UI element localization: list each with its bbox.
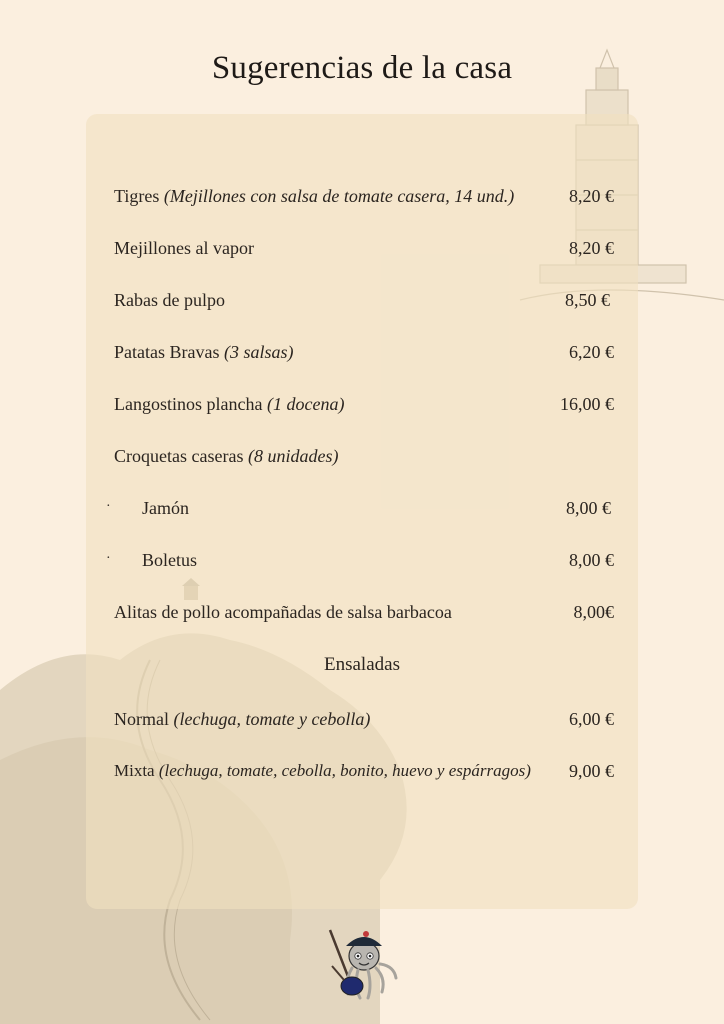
item-note: (8 unidades) xyxy=(247,446,339,466)
item-price: 8,00 € xyxy=(569,550,614,570)
bullet-icon: · xyxy=(106,499,111,514)
item-note: (Mejillones con salsa de tomate casera, 14 und.) xyxy=(163,186,515,206)
item-name: Alitas de pollo acompañadas de salsa barbacoa xyxy=(114,602,452,622)
item-name: Mixta xyxy=(114,761,155,780)
page-title: Sugerencias de la casa xyxy=(211,50,513,86)
item-price: 6,20 € xyxy=(569,342,614,362)
item-price: 16,00 € xyxy=(560,394,614,414)
item-price: 6,00 € xyxy=(569,709,614,729)
item-note: (3 salsas) xyxy=(223,342,294,362)
item-name: Croquetas caseras xyxy=(114,446,244,466)
menu-item-croquetas xyxy=(114,443,614,469)
item-price: 8,00€ xyxy=(573,602,614,622)
item-note: (1 docena) xyxy=(266,394,345,414)
menu-item-rabas xyxy=(114,287,614,313)
menu-item-ensalada-mixta xyxy=(114,758,614,784)
item-name: Rabas de pulpo xyxy=(114,290,225,310)
item-price: 8,20 € xyxy=(569,238,614,258)
item-name: Tigres xyxy=(114,186,160,206)
section-title-ensaladas: Ensaladas xyxy=(324,654,400,675)
item-name: Langostinos plancha xyxy=(114,394,263,414)
item-price: 8,50 € xyxy=(565,290,610,310)
menu-item-alitas xyxy=(114,599,614,625)
item-name: Boletus xyxy=(142,550,198,570)
octopus-mascot-logo xyxy=(322,926,402,1006)
item-name: Patatas Bravas xyxy=(114,342,220,362)
menu-item-langostinos xyxy=(114,391,614,417)
item-price: 8,00 € xyxy=(566,498,611,518)
menu-item-ensalada-normal xyxy=(114,706,614,732)
bullet-icon: · xyxy=(106,551,111,566)
item-price: 8,20 € xyxy=(569,186,614,206)
item-name: Mejillones al vapor xyxy=(114,238,254,258)
item-name: Jamón xyxy=(142,498,189,518)
item-note: (lechuga, tomate y cebolla) xyxy=(173,709,371,729)
menu-item-patatas xyxy=(114,339,614,365)
menu-subitem-boletus xyxy=(106,547,614,573)
menu-item-mejillones xyxy=(114,235,614,261)
item-note: (lechuga, tomate, cebolla, bonito, huevo y espárragos) xyxy=(158,761,531,780)
menu-item-tigres xyxy=(114,183,614,209)
menu-subitem-jamon xyxy=(106,495,614,521)
item-name: Normal xyxy=(114,709,169,729)
item-price: 9,00 € xyxy=(569,761,614,781)
